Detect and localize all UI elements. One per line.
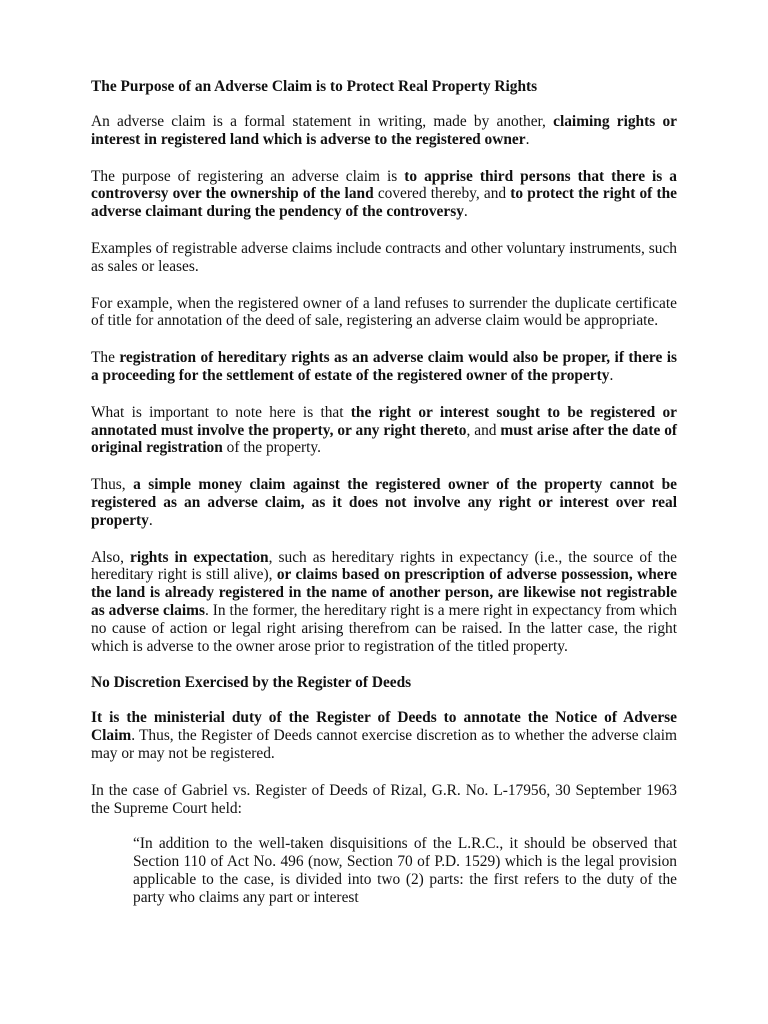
section-heading-purpose: The Purpose of an Adverse Claim is to Protect Real Property Rights <box>91 78 538 95</box>
paragraph-ministerial-duty <box>91 709 677 762</box>
paragraph-rights-in-expectation <box>91 549 677 656</box>
bold-span: claiming rights or interest in registered land which is adverse to the registered owner <box>91 113 677 148</box>
bold-span: to protect the right of the adverse claimant during the pendency of the controversy <box>91 185 677 221</box>
paragraph-case-citation: In the case of Gabriel vs. Register of Deeds of Rizal, G.R. No. L-17956, 30 September 1963 the Supreme Court held: <box>91 781 677 817</box>
text-span: . Thus, the Register of Deeds cannot exercise discretion as to whether the adverse claim may or may not be registered. <box>91 727 677 762</box>
text-span: covered thereby, and <box>373 185 511 203</box>
paragraph-money-claim <box>91 476 677 529</box>
bold-span: registration of hereditary rights as an adverse claim would also be proper, if there is a proceeding for the settlement of estate of the registered owner of the property <box>91 349 677 384</box>
text-span: , and <box>466 421 501 439</box>
text-span: What is important to note here is that <box>91 403 351 421</box>
text-span: An adverse claim is a formal statement in writing, made by another, <box>91 113 554 130</box>
text-span: of the property. <box>222 439 321 457</box>
text-span: The purpose of registering an adverse claim is <box>91 167 405 185</box>
text-span: . <box>148 511 153 529</box>
paragraph-hereditary-rights <box>91 349 677 385</box>
bold-span: the right or interest sought to be registered or annotated must involve the property, or any right thereto <box>91 403 677 439</box>
text-span: . In the former, the hereditary right is a mere right in expectancy from which no cause of action or legal right arising therefrom can be raised. In the latter case, the right which is adverse to the owner arose prior to registration of the titled property. <box>91 601 677 655</box>
bold-span: rights in expectation <box>129 548 269 566</box>
text-span: The <box>91 349 120 367</box>
case-quote: “In addition to the well-taken disquisitions of the L.R.C., it should be observed that Section 110 of Act No. 496 (now, Section 70 of P.D. 1529) which is the legal provision applicable to the case, is divided into two (2) parts: the first refers to the duty of the party who claims any part or interest <box>133 835 677 907</box>
text-span: Also, <box>91 548 130 566</box>
text-span: . <box>463 203 468 221</box>
bold-span: It is the ministerial duty of the Register of Deeds to annotate the Notice of Adverse Claim <box>91 709 677 745</box>
text-span: . <box>525 130 530 148</box>
text-span: , such as hereditary rights in expectancy (i.e., the source of the hereditary right is still alive), <box>91 548 678 584</box>
paragraph-examples: Examples of registrable adverse claims include contracts and other voluntary instruments, such as sales or leases. <box>91 239 677 275</box>
paragraph-important-note <box>91 404 677 457</box>
bold-span: a simple money claim against the registered owner of the property cannot be registered as an adverse claim, as it does not involve any right or interest over real property <box>91 476 677 529</box>
bold-span: or claims based on prescription of adverse possession, where the land is already registered in the name of another person, are likewise not registrable as adverse claims <box>91 566 677 619</box>
text-span: Thus, <box>91 476 134 494</box>
bold-span: to apprise third persons that there is a controversy over the ownership of the land <box>91 167 677 203</box>
section-heading-no-discretion: No Discretion Exercised by the Register of Deeds <box>91 674 412 692</box>
paragraph-example-deed: For example, when the registered owner of a land refuses to surrender the duplicate certificate of title for annotation of the deed of sale, registering an adverse claim would be appropriate. <box>91 294 677 330</box>
bold-span: must arise after the date of original registration <box>91 421 678 457</box>
paragraph-definition <box>91 113 677 149</box>
text-span: . <box>609 366 614 384</box>
paragraph-purpose <box>91 168 677 221</box>
